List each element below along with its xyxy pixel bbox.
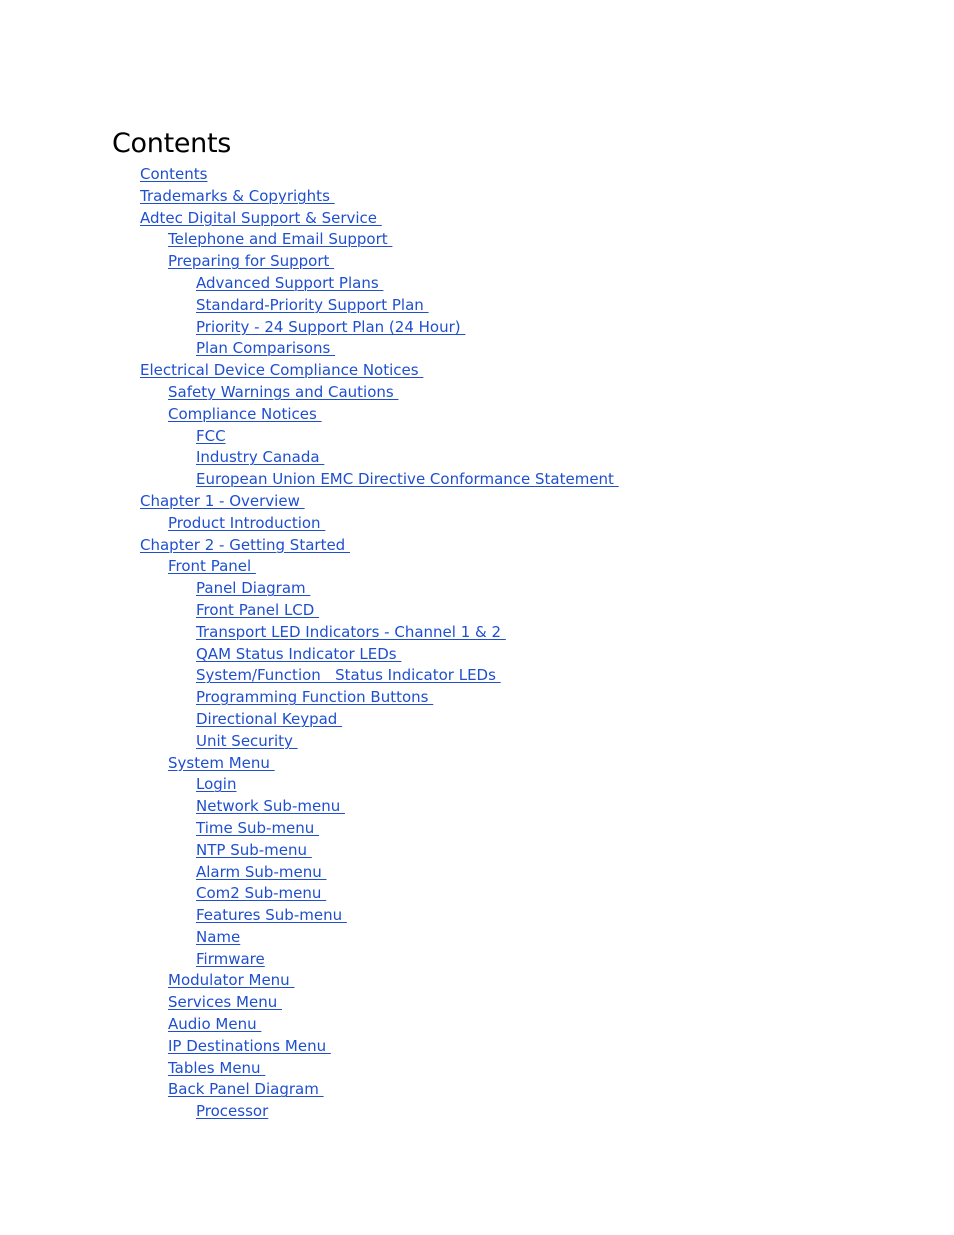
toc-entry (0, 927, 954, 949)
toc-entry (0, 862, 954, 884)
toc-link[interactable]: Plan Comparisons (196, 339, 336, 358)
toc-entry (0, 469, 954, 491)
toc-link[interactable]: Features Sub-menu (196, 906, 347, 925)
toc-entry (0, 665, 954, 687)
toc-entry (0, 687, 954, 709)
toc-link[interactable]: Time Sub-menu (196, 818, 320, 837)
toc-entry (0, 1036, 954, 1058)
toc-link[interactable]: Programming Function Buttons (196, 688, 434, 707)
page-title: Contents (112, 128, 232, 159)
toc-entry (0, 753, 954, 775)
toc-entry (0, 426, 954, 448)
toc-link[interactable]: System/Function Status Indicator LEDs (196, 666, 501, 685)
toc-link[interactable]: Chapter 2 - Getting Started (140, 535, 350, 554)
toc-link[interactable]: NTP Sub-menu (196, 840, 312, 859)
toc-link[interactable]: Firmware (196, 949, 265, 968)
toc-link[interactable]: Modulator Menu (168, 971, 295, 990)
toc-link[interactable]: Processor (196, 1102, 269, 1121)
toc-entry (0, 251, 954, 273)
toc-link[interactable]: Panel Diagram (196, 579, 311, 598)
toc-entry (0, 164, 954, 186)
toc-entry (0, 273, 954, 295)
toc-entry (0, 905, 954, 927)
toc-link[interactable]: Services Menu (168, 993, 282, 1012)
toc-link[interactable]: Advanced Support Plans (196, 273, 384, 292)
toc-entry (0, 535, 954, 557)
toc-link[interactable]: Network Sub-menu (196, 797, 345, 816)
toc-entry (0, 600, 954, 622)
toc-link[interactable]: Trademarks & Copyrights (140, 186, 335, 205)
toc-link[interactable]: IP Destinations Menu (168, 1036, 331, 1055)
toc-entry (0, 556, 954, 578)
toc-entry (0, 1014, 954, 1036)
toc-entry (0, 731, 954, 753)
toc-link[interactable]: Directional Keypad (196, 709, 343, 728)
toc-link[interactable]: Com2 Sub-menu (196, 884, 327, 903)
toc-entry (0, 491, 954, 513)
toc-link[interactable]: Back Panel Diagram (168, 1080, 324, 1099)
toc-link[interactable]: FCC (196, 426, 226, 445)
toc-entry (0, 295, 954, 317)
toc-entry (0, 709, 954, 731)
toc-entry (0, 883, 954, 905)
toc-link[interactable]: Front Panel LCD (196, 600, 320, 619)
toc-link[interactable]: Industry Canada (196, 448, 325, 467)
toc-link[interactable]: Front Panel (168, 557, 256, 576)
toc-entry (0, 513, 954, 535)
toc-entry (0, 186, 954, 208)
toc-link[interactable]: Safety Warnings and Cautions (168, 382, 399, 401)
toc-entry (0, 1101, 954, 1123)
toc-entry (0, 317, 954, 339)
toc-link[interactable]: Compliance Notices (168, 404, 322, 423)
toc-entry (0, 774, 954, 796)
toc-entry (0, 818, 954, 840)
toc-link[interactable]: Priority - 24 Support Plan (24 Hour) (196, 317, 466, 336)
toc-entry (0, 360, 954, 382)
toc-link[interactable]: QAM Status Indicator LEDs (196, 644, 402, 663)
toc-link[interactable]: Transport LED Indicators - Channel 1 & 2 (196, 622, 506, 641)
toc-link[interactable]: Tables Menu (168, 1058, 266, 1077)
toc-entry (0, 404, 954, 426)
toc-entry (0, 208, 954, 230)
toc-link[interactable]: System Menu (168, 753, 275, 772)
toc-entry (0, 796, 954, 818)
toc-link[interactable]: Electrical Device Compliance Notices (140, 361, 424, 380)
toc-link[interactable]: Name (196, 927, 241, 946)
toc-link[interactable]: Unit Security (196, 731, 298, 750)
toc-entry (0, 1079, 954, 1101)
toc-entry (0, 644, 954, 666)
toc-entry (0, 382, 954, 404)
toc-link[interactable]: Login (196, 775, 237, 794)
toc-link[interactable]: Contents (140, 165, 208, 183)
toc-entry (0, 622, 954, 644)
table-of-contents (0, 164, 954, 1123)
toc-link[interactable]: Product Introduction (168, 513, 326, 532)
toc-entry (0, 578, 954, 600)
toc-link[interactable]: Adtec Digital Support & Service (140, 208, 382, 227)
toc-link[interactable]: Chapter 1 - Overview (140, 491, 305, 510)
toc-entry (0, 970, 954, 992)
toc-entry (0, 992, 954, 1014)
toc-entry (0, 338, 954, 360)
toc-link[interactable]: European Union EMC Directive Conformance Statement (196, 470, 619, 489)
toc-entry (0, 1058, 954, 1080)
toc-link[interactable]: Telephone and Email Support (168, 230, 393, 249)
toc-link[interactable]: Alarm Sub-menu (196, 862, 327, 881)
toc-entry (0, 840, 954, 862)
toc-entry (0, 949, 954, 971)
toc-link[interactable]: Standard-Priority Support Plan (196, 295, 429, 314)
toc-entry (0, 447, 954, 469)
toc-link[interactable]: Audio Menu (168, 1015, 262, 1034)
toc-entry (0, 229, 954, 251)
toc-link[interactable]: Preparing for Support (168, 252, 335, 271)
